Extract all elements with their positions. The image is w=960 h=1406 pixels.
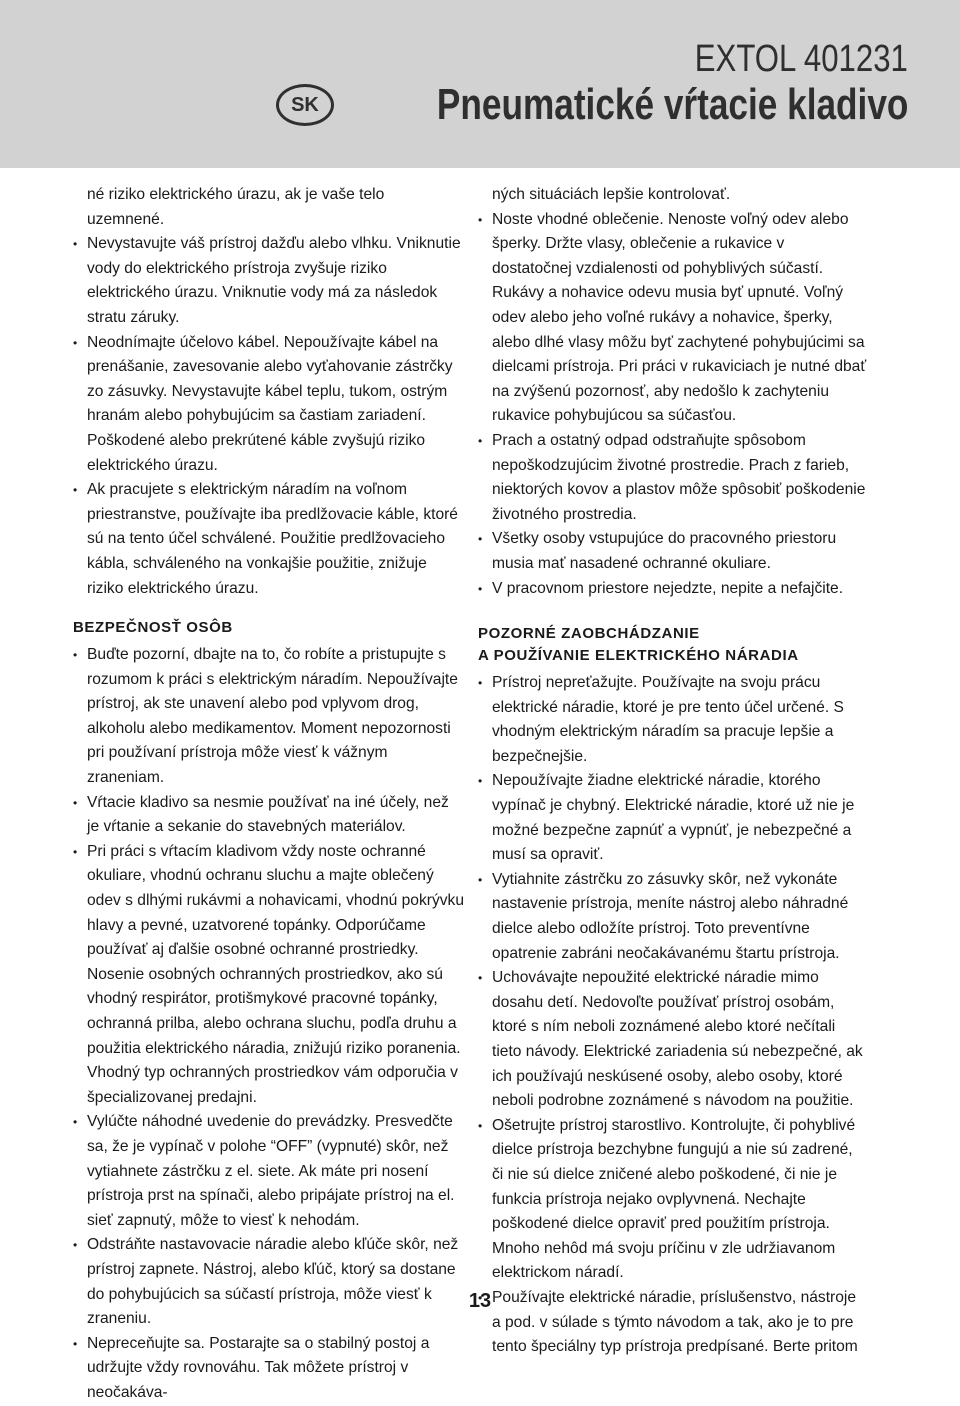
- list-item: • V pracovnom priestore nejedzte, nepite a nefajčite.: [478, 577, 868, 602]
- list-item: • Neodnímajte účelovo kábel. Nepoužívajte kábel na prenášanie, zavesovanie alebo vyťahovanie zástrčky zo zásuvky. Nevystavujte kábel teplu, tukom, ostrým hranám alebo pohybujúcim sa častiam zariadení. Poškodené alebo prekrútené káble zvyšujú riziko elektrického úrazu.: [73, 331, 465, 479]
- left-column: [73, 183, 465, 1406]
- paragraph-continuation: né riziko elektrického úrazu, ak je vaše telo uzemnené.: [87, 186, 385, 228]
- list-item: • Používajte elektrické náradie, príslušenstvo, nástroje a pod. v súlade s týmto návodom a tak, ako je to pre tento špeciálny typ prístroja predpísané. Berte pritom: [478, 1286, 868, 1360]
- list-item: • Pri práci s vŕtacím kladivom vždy noste ochranné okuliare, vhodnú ochranu sluchu a majte oblečený odev s dlhými rukávmi a nohavicami, vhodnú pokrývku hlavy a pevné, uzatvorené topánky. Odporúčame používať aj ďalšie osobné ochranné prostriedky. Nosenie osobných ochranných prostriedkov, ako sú vhodný respirátor, protišmykové pracovné topánky, ochranná prilba, alebo ochrana sluchu, podľa druhu a použitia elektrického náradia, znižujú riziko poranenia. Vhodný typ ochranných prostriedkov vám odporučia v špecializovanej predajni.: [73, 840, 465, 1111]
- list-item: • Všetky osoby vstupujúce do pracovného priestoru musia mať nasadené ochranné okuliare.: [478, 527, 868, 576]
- section-heading-tool-use: [478, 623, 868, 667]
- paragraph-continuation: ných situáciách lepšie kontrolovať.: [492, 186, 731, 203]
- list-item: • Nevystavujte váš prístroj dažďu alebo vlhku. Vniknutie vody do elektrického prístroja zvyšuje riziko elektrického úrazu. Vniknutie vody má za následok stratu záruky.: [73, 232, 465, 330]
- list-item: • Nepoužívajte žiadne elektrické náradie, ktorého vypínač je chybný. Elektrické náradie, ktoré už nie je možné bezpečne zapnúť a vypnúť, je nebezpečné a musí sa opraviť.: [478, 769, 868, 867]
- page-title: Pneumatické vŕtacie kladivo: [436, 80, 908, 129]
- list-item: • Buďte pozorní, dbajte na to, čo robíte a pristupujte s rozumom k práci s elektrickým náradím. Nepoužívajte prístroj, ak ste unavení alebo pod vplyvom drog, alkoholu alebo medikamentov. Moment nepozornosti pri používaní prístroja môže viesť k vážnym zraneniam.: [73, 643, 465, 791]
- list-item: • Ošetrujte prístroj starostlivo. Kontrolujte, či pohyblivé dielce prístroja bezchybne fungujú a nie sú zadrené, či nie sú dielce zničené alebo poškodené, či nie je funkcia prístroja nejako ovplyvnená. Nechajte poškodené dielce opraviť pred použitím prístroja. Mnoho nehôd má svoju príčinu v zle udržiavanom elektrickom náradí.: [478, 1114, 868, 1286]
- list-item: • Vŕtacie kladivo sa nesmie používať na iné účely, než je vŕtanie a sekanie do stavebných materiálov.: [73, 791, 465, 840]
- list-item: • Vytiahnite zástrčku zo zásuvky skôr, než vykonáte nastavenie prístroja, meníte nástroj alebo náhradné dielce alebo odložíte prístroj. Toto preventívne opatrenie zabráni neočakávanému štartu prístroja.: [478, 868, 868, 966]
- list-item: • Odstráňte nastavovacie náradie alebo kľúče skôr, než prístroj zapnete. Nástroj, alebo kľúč, ktorý sa dostane do pohybujúcich sa súčastí prístroja, môže viesť k zraneniu.: [73, 1233, 465, 1331]
- page-header: [0, 0, 960, 168]
- section-heading-line: POZORNÉ ZAOBCHÁDZANIE: [478, 625, 700, 643]
- right-column: [478, 183, 868, 1360]
- bullet-list: [73, 232, 465, 601]
- page-number: 13: [468, 1290, 492, 1312]
- list-item: • Prach a ostatný odpad odstraňujte spôsobom nepoškodzujúcim životné prostredie. Prach z farieb, niektorých kovov a plastov môže spôsobiť poškodenie životného prostredia.: [478, 429, 868, 527]
- bullet-list: [478, 671, 868, 1360]
- list-item: • Uchovávajte nepoužité elektrické náradie mimo dosahu detí. Nedovoľte používať prístroj osobám, ktoré s ním neboli zoznámené alebo ktoré nečítali tieto návody. Elektrické zariadenia sú nebezpečné, ak ich používajú neskúsené osoby, alebo osoby, ktoré neboli podrobne zoznámené s návodom na použitie.: [478, 966, 868, 1114]
- section-heading-personal-safety: BEZPEČNOSŤ OSÔB: [73, 619, 233, 637]
- language-badge: SK: [276, 84, 334, 126]
- bullet-list: [478, 208, 868, 602]
- list-item: • Prístroj nepreťažujte. Používajte na svoju prácu elektrické náradie, ktoré je pre tento účel určené. S vhodným elektrickým náradím sa pracuje lepšie a bezpečnejšie.: [478, 671, 868, 769]
- model-number: EXTOL 401231: [694, 38, 908, 80]
- list-item: • Noste vhodné oblečenie. Nenoste voľný odev alebo šperky. Držte vlasy, oblečenie a rukavice v dostatočnej vzdialenosti od pohyblivých súčastí. Rukávy a nohavice odevu musia byť upnuté. Voľný odev alebo jeho voľné rukávy a nohavice, šperky, alebo dlhé vlasy môžu byť zachytené pohybujúcimi sa dielcami prístroja. Pri práci v rukaviciach je nutné dbať na zvýšenú pozornosť, aby nedošlo k zachyteniu rukavice pohybujúcou sa súčasťou.: [478, 208, 868, 429]
- list-item: • Nepreceňujte sa. Postarajte sa o stabilný postoj a udržujte vždy rovnováhu. Tak môžete prístroj v neočakáva-: [73, 1332, 465, 1406]
- section-heading-line: A POUŽÍVANIE ELEKTRICKÉHO NÁRADIA: [478, 647, 799, 665]
- list-item: • Ak pracujete s elektrickým náradím na voľnom priestranstve, používajte iba predlžovacie káble, ktoré sú na tento účel schválené. Použitie predlžovacieho kábla, schváleného na vonkajšie použitie, znižuje riziko elektrického úrazu.: [73, 478, 465, 601]
- list-item: • Vylúčte náhodné uvedenie do prevádzky. Presvedčte sa, že je vypínač v polohe “OFF” (vypnuté) skôr, než vytiahnete zástrčku z el. siete. Ak máte pri nosení prístroja prst na spínači, alebo pripájate prístroj na el. sieť zapnutý, môže to viesť k nehodám.: [73, 1110, 465, 1233]
